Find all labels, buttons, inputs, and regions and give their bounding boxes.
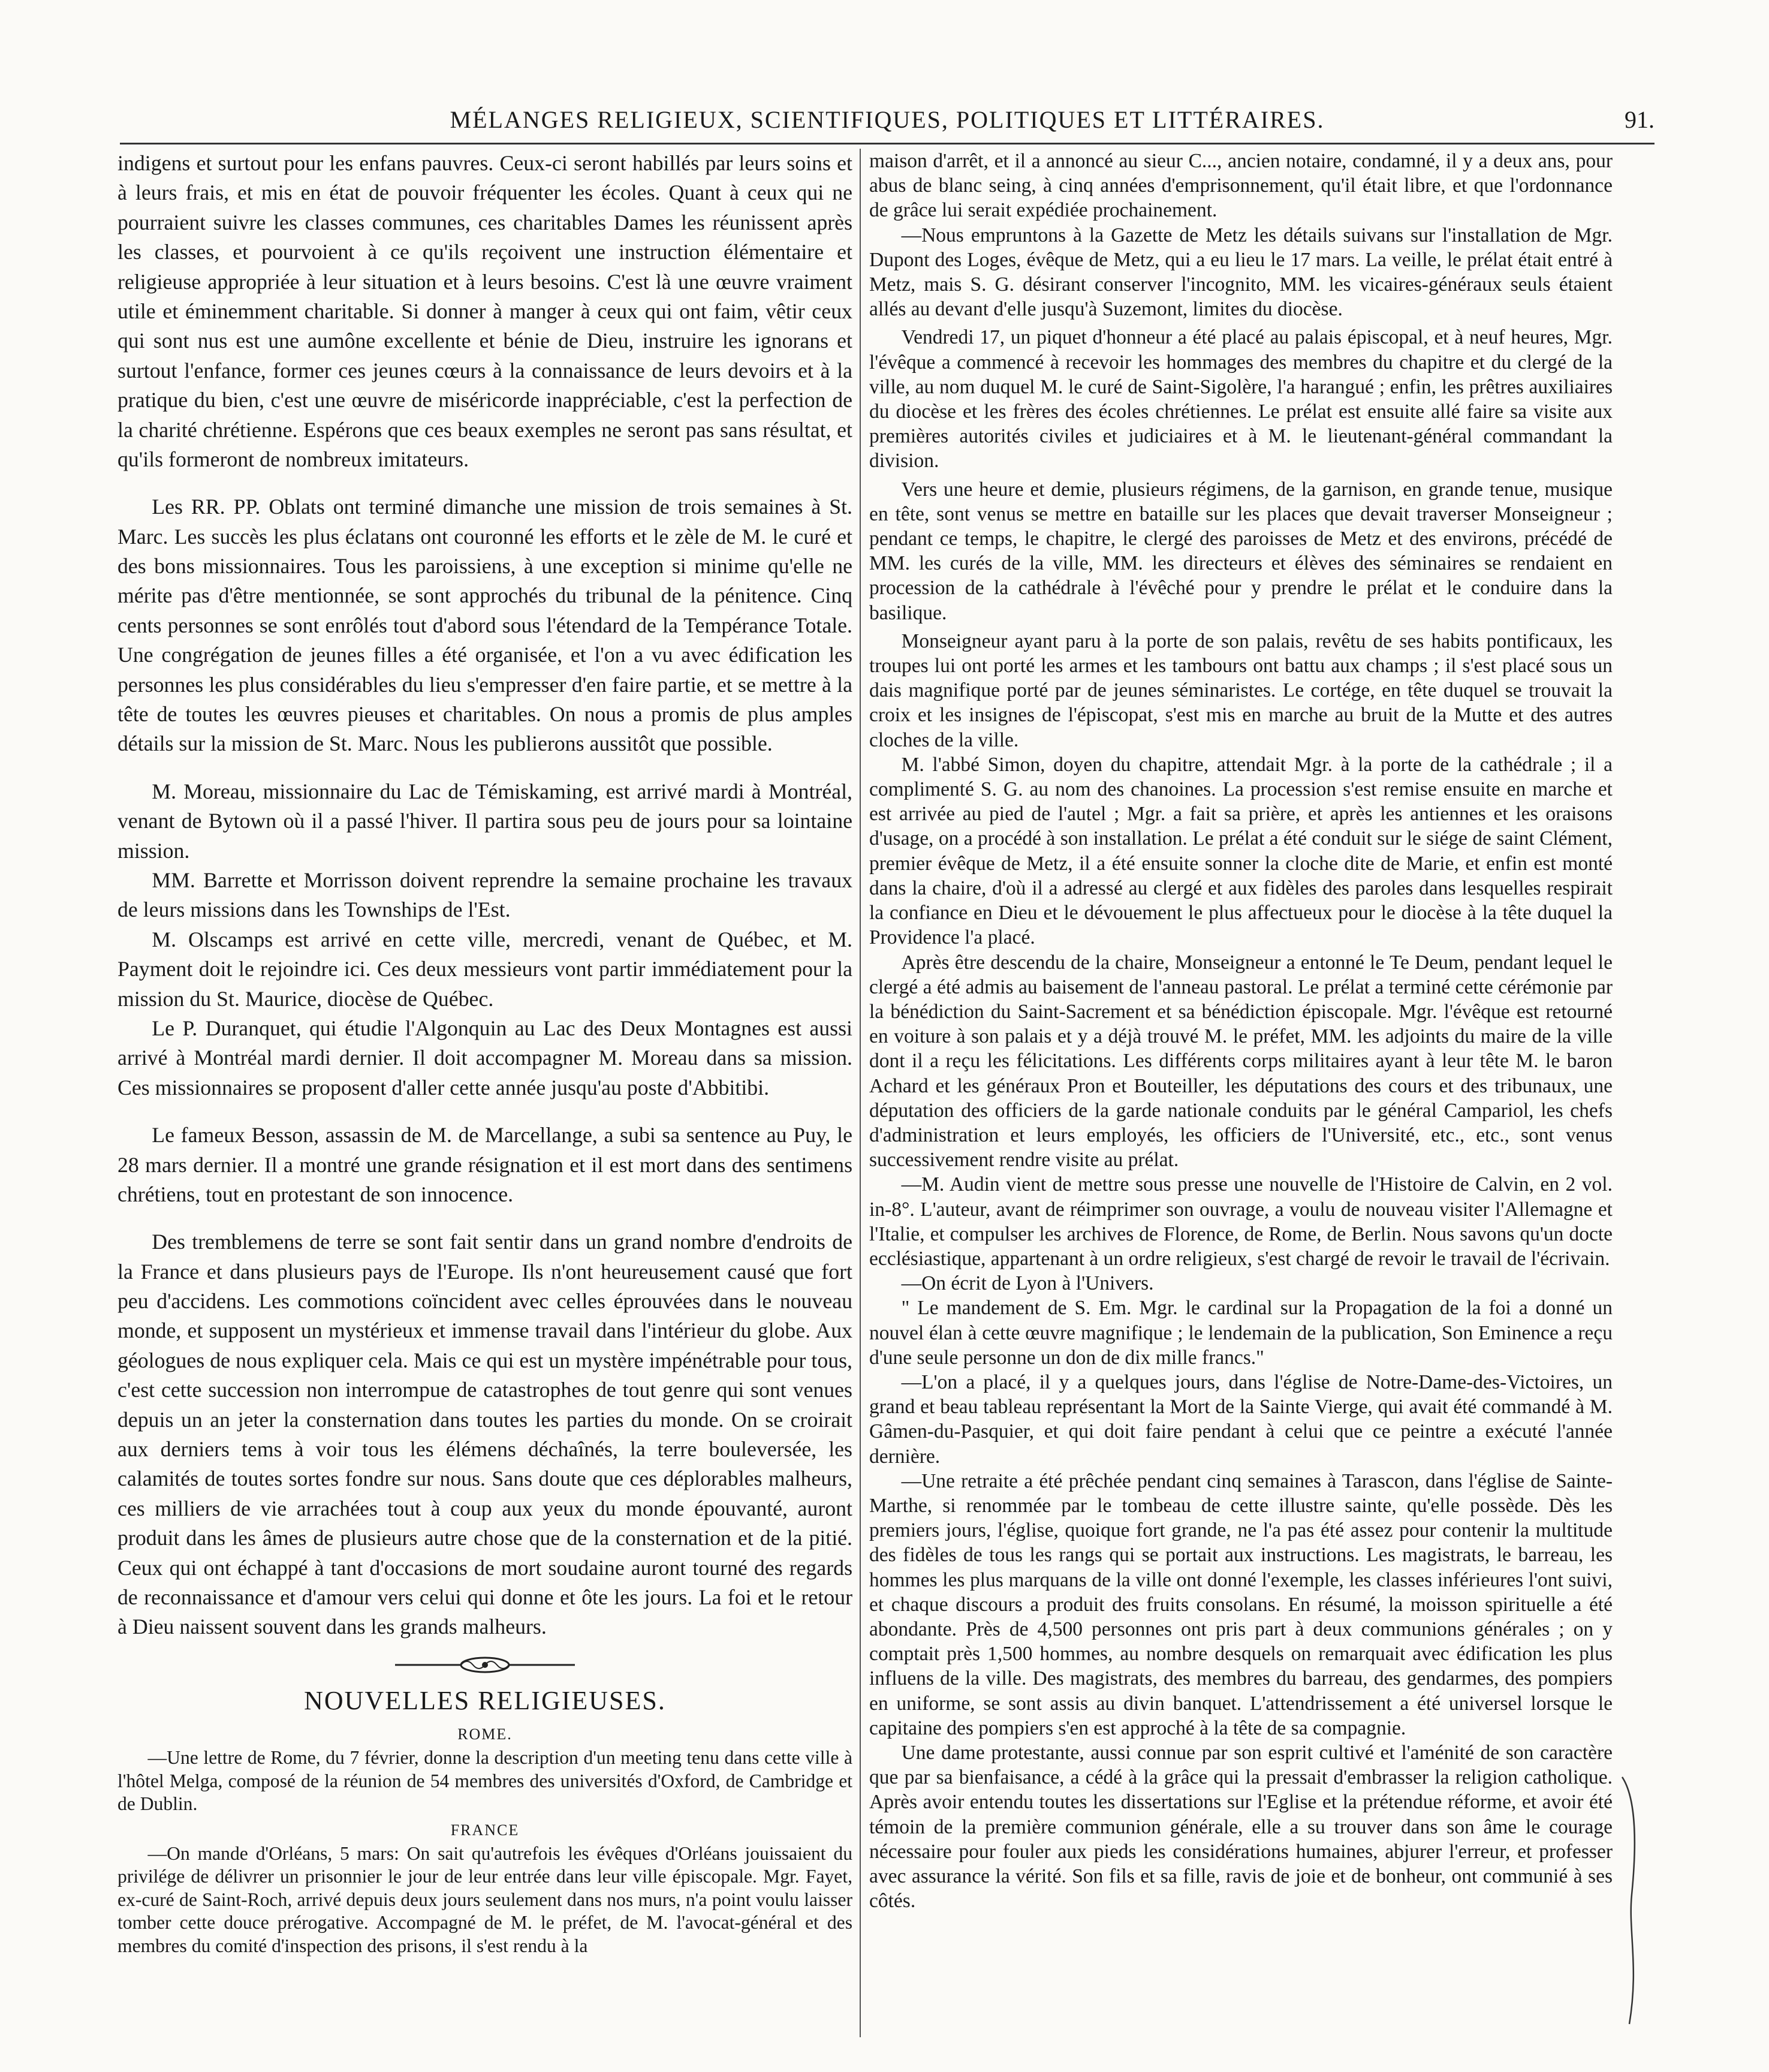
paragraph: maison d'arrêt, et il a annoncé au sieur C..., ancien notaire, condamné, il y a deux ans, pour abus de blanc seing, à cinq années d'emprisonnement, qu'il était libre, et que l'ordonnance de grâce lui serait expédiée prochainement. — [869, 150, 1613, 222]
paragraph: Vendredi 17, un piquet d'honneur a été placé au palais épiscopal, et à neuf heures, Mgr. l'évêque a commencé à recevoir les hommages des membres du chapitre et du clergé de la ville, au nom duquel M. le curé de Saint-Sigolère, l'a harangué ; enfin, les prêtres auxiliaires du diocèse et les frères des écoles chrétiennes. Le prélat est ensuite allé faire sa visite aux premières autorités civiles et judiciaires et à M. le lieutenant-général commandant la division. — [869, 326, 1613, 472]
paragraph: —L'on a placé, il y a quelques jours, dans l'église de Notre-Dame-des-Victoires, un grand et beau tableau représentant la Mort de la Sainte Vierge, qui avait été commandé à M. Gâmen-du-Pasquier, et qui doit faire pendant à celui que ce peintre a exécuté l'année dernière. — [869, 1371, 1613, 1468]
page-number: 91. — [1625, 106, 1655, 133]
column-divider — [860, 149, 861, 2037]
paragraph: M. Olscamps est arrivé en cette ville, mercredi, venant de Québec, et M. Payment doit le rejoindre ici. Ces deux messieurs vont partir immédiatement pour la mission du St. Maurice, diocèse de Québec. — [117, 927, 852, 1011]
paragraph: —Nous empruntons à la Gazette de Metz les détails suivans sur l'installation de Mgr. Dupont des Loges, évêque de Metz, qui a eu lieu le 17 mars. La veille, le prélat était entré à Metz, mais S. G. désirant conserver l'incognito, MM. les vicaires-généraux seuls étaient allés au devant d'elle jusqu'à Suzemont, limites du diocèse. — [869, 224, 1613, 321]
page-header — [120, 101, 1655, 144]
ornament-divider — [117, 1654, 852, 1678]
paragraph: —On écrit de Lyon à l'Univers. — [901, 1272, 1154, 1295]
left-column — [117, 149, 852, 2037]
paragraph: M. l'abbé Simon, doyen du chapitre, attendait Mgr. à la porte de la cathédrale ; il a complimenté S. G. au nom des chanoines. La procession s'est remise ensuite en marche et est arrivée au pied de l'autel ; Mgr. a fait sa prière, et après les antiennes et les oraisons d'usage, on a procédé à son installation. Le prélat a été conduit sur le siége de saint Clément, premier évêque de Metz, il a été ensuite sonner la cloche dite de Marie, et enfin est monté dans la chaire, d'où il a adressé au clergé et aux fidèles des paroles dans lesquelles respirait la confiance en Dieu et le dévouement le plus affectueux pour le diocèse à la tête duquel la Providence l'a placé. — [869, 753, 1613, 949]
paragraph: Des tremblemens de terre se sont fait sentir dans un grand nombre d'endroits de la France et dans plusieurs pays de l'Europe. Ils n'ont heureusement causé que fort peu d'accidens. Les commotions coïncident avec celles éprouvées dans le nouveau monde, et supposent un mystérieux et immense travail dans l'intérieur du globe. Aux géologues de nous expliquer cela. Mais ce qui est un mystère impénétrable pour tous, c'est cette succession non interrompue de catastrophes de tout genre qui sont venues depuis un an jeter la consternation dans toutes les parties du monde. On se croirait aux derniers tems à voir tous les élémens déchaînés, la terre bouleversée, les calamités de toutes sortes fondre sur nous. Sans doute que ces déplorables malheurs, ces milliers de vie arrachées tout à coup aux yeux du monde épouvanté, auront produit dans les âmes de plusieurs autre chose que de la consternation et de la pitié. Ceux qui ont échappé à tant d'occasions de mort soudaine auront tourné des regards de reconnaissance et d'amour vers celui qui donne et ôte les jours. La foi et le retour à Dieu naissent souvent dans les grands malheurs. — [117, 1230, 852, 1639]
right-column — [869, 149, 1613, 2037]
paragraph: MM. Barrette et Morrisson doivent reprendre la semaine prochaine les travaux de leurs missions dans les Townships de l'Est. — [117, 868, 852, 922]
section-title: NOUVELLES RELIGIEUSES. — [304, 1685, 666, 1715]
paragraph: Une dame protestante, aussi connue par son esprit cultivé et l'aménité de son caractère que par sa bienfaisance, a cédé à la grâce qui la pressait d'embrasser la religion catholique. Après avoir entendu toutes les dissertations sur l'Eglise et la prétendue réforme, et avoir été témoin de la première communion générale, elle a su trouver dans son âme le courage nécessaire pour fouler aux pieds les considérations humaines, abjurer l'erreur, et professer avec assurance la vérité. Son fils et sa fille, ravis de joie et de bonheur, ont communié à ses côtés. — [869, 1742, 1613, 1913]
paragraph: M. Moreau, missionnaire du Lac de Témiskaming, est arrivé mardi à Montréal, venant de Bytown où il a passé l'hiver. Il partira sous peu de jours pour sa lointaine mission. — [117, 779, 852, 863]
paragraph: indigens et surtout pour les enfans pauvres. Ceux-ci seront habillés par leurs soins et à leurs frais, et mis en état de pouvoir fréquenter les écoles. Quant à ceux qui ne pourraient suivre les classes communes, ces charitables Dames les réunissent après les classes, et pourvoient à ce qu'ils reçoivent une instruction élémentaire et religieuse appropriée à leur situation et à leurs besoins. C'est là une œuvre vraiment utile et éminemment charitable. Si donner à manger à ceux qui ont faim, vêtir ceux qui sont nus est une aumône excellente et bénie de Dieu, instruire les ignorans et surtout l'enfance, former ces jeunes cœurs à la connaissance de leurs devoirs et à la pratique du bien, c'est une œuvre de miséricorde inappréciable, c'est la perfection de la charité chrétienne. Espérons que ces beaux exemples ne seront pas sans résultat, et qu'ils formeront de nombreux imitateurs. — [117, 151, 852, 471]
paragraph: Monseigneur ayant paru à la porte de son palais, revêtu de ses habits pontificaux, les troupes lui ont porté les armes et les tambours ont battu aux champs ; il s'est placé sous un dais magnifique porté par de jeunes séminaristes. Le cortége, en tête duquel se trouvait la croix et les insignes de l'épiscopat, s'est mis en marche au bruit de la Mutte et des autres cloches de la ville. — [869, 630, 1613, 751]
paragraph: Vers une heure et demie, plusieurs régimens, de la garnison, en grande tenue, musique en tête, sont venus se mettre en bataille sur les places que devait traverser Monseigneur ; pendant ce temps, le chapitre, le clergé des paroisses de Metz et des environs, précédé de MM. les curés de la ville, MM. les directeurs et élèves des séminaires se rendaient en procession de la cathédrale à l'évêché pour y prendre le prélat et le conduire dans la basilique. — [869, 478, 1613, 624]
handwritten-margin-bracket — [1619, 1775, 1643, 2026]
paragraph: Les RR. PP. Oblats ont terminé dimanche une mission de trois semaines à St. Marc. Les succès les plus éclatans ont couronné les efforts et le zèle de M. le curé et des bons missionnaires. Tous les paroissiens, à une exception si minime qu'elle ne mérite pas d'être mentionnée, se sont approchés du tribunal de la pénitence. Cinq cents personnes se sont enrôlés tout d'abord sous l'étendard de la Tempérance Totale. Une congrégation de jeunes filles a été organisée, et l'on a vu avec édification les personnes les plus considérables du lieu s'empresser d'en faire partie, et se mettre à la tête de toutes les œuvres pieuses et charitables. On nous a promis de plus amples détails sur la mission de St. Marc. Nous les publierons aussitôt que possible. — [117, 495, 852, 756]
paragraph: " Le mandement de S. Em. Mgr. le cardinal sur la Propagation de la foi a donné un nouvel élan à cette œuvre magnifique ; le lendemain de la publication, Son Eminence a reçu d'une seule personne un don de dix mille francs." — [869, 1297, 1613, 1369]
paragraph: —M. Audin vient de mettre sous presse une nouvelle de l'Histoire de Calvin, en 2 vol. in-8°. L'auteur, avant de réimprimer son ouvrage, a voulu de nouveau visiter l'Allemagne et l'Italie, et compulser les archives de Florence, de Rome, de Berlin. Nous savons qu'un docte ecclésiastique, appartenant à un ordre religieux, s'est chargé de revoir le travail de l'écrivain. — [869, 1173, 1613, 1270]
paragraph: Le fameux Besson, assassin de M. de Marcellange, a subi sa sentence au Puy, le 28 mars dernier. Il a montré une grande résignation et il est mort dans des sentimens chrétiens, tout en protestant de son innocence. — [117, 1123, 852, 1206]
running-title: MÉLANGES RELIGIEUX, SCIENTIFIQUES, POLITIQUES ET LITTÉRAIRES. — [450, 106, 1325, 133]
paragraph: —On mande d'Orléans, 5 mars: On sait qu'autrefois les évêques d'Orléans jouissaient du privilége de délivrer un prisonnier le jour de leur entrée dans leur ville épiscopale. Mgr. Fayet, ex-curé de Saint-Roch, arrivé depuis deux jours seulement dans nos murs, n'a point voulu laisser tomber cette douce prérogative. Accompagné de M. le préfet, de M. l'avocat-général et des membres du comité d'inspection des prisons, il s'est rendu à la — [117, 1842, 852, 1956]
subhead-france: FRANCE — [450, 1821, 520, 1839]
paragraph: —Une lettre de Rome, du 7 février, donne la description d'un meeting tenu dans cette ville à l'hôtel Melga, composé de la réunion de 54 membres des universités d'Oxford, de Cambridge et de Dublin. — [117, 1747, 852, 1815]
subhead-rome: ROME. — [457, 1725, 513, 1743]
paragraph: Après être descendu de la chaire, Monseigneur a entonné le Te Deum, pendant lequel le clergé a été admis au baisement de l'anneau pastoral. Le prélat a terminé cette cérémonie par la bénédiction du Saint-Sacrement et sa bénédiction épiscopale. Mgr. l'évêque est retourné en voiture à son palais et y a déjà trouvé M. le préfet, MM. les adjoints du maire de la ville dont il a reçu les félicitations. Les différents corps militaires ayant à leur tête M. le baron Achard et les généraux Pron et Bouteiller, les députations des cours et des tribunaux, une députation des officiers de la garde nationale conduits par le général Campariol, les chefs d'administration et leurs employés, les officiers de l'Université, etc., etc., sont venus successivement rendre visite au prélat. — [869, 951, 1613, 1171]
paragraph: —Une retraite a été prêchée pendant cinq semaines à Tarascon, dans l'église de Sainte-Marthe, si renommée par le tombeau de cette illustre sainte, qu'elle possède. Dès les premiers jours, l'église, quoique fort grande, ne l'a pas été assez pour contenir la multitude des fidèles de tous les rangs qui se portait aux instructions. Les magistrats, le barreau, les hommes les plus marquans de la ville ont donné l'exemple, les classes inférieures l'ont suivi, et chaque discours a produit des fruits consolans. En résumé, la moisson spirituelle a été abondante. Près de 4,500 personnes ont pris part à deux communions générales ; on y comptait près 1,500 hommes, au nombre desquels on remarquait avec édification les plus influens de la ville. Des magistrats, des membres du barreau, des gendarmes, des pompiers en uniforme, se sont assis au divin banquet. L'attendrissement a été universel lorsque le capitaine des pompiers s'en est approché à la tête de sa compagnie. — [869, 1469, 1613, 1739]
paragraph: Le P. Duranquet, qui étudie l'Algonquin au Lac des Deux Montagnes est aussi arrivé à Montréal mardi dernier. Il doit accompagner M. Moreau dans sa mission. Ces missionnaires se proposent d'aller cette année jusqu'au poste d'Abbitibi. — [117, 1016, 852, 1100]
